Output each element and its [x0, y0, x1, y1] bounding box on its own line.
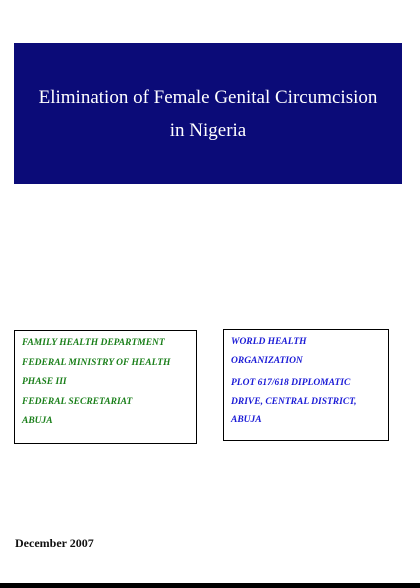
address-line: PHASE III: [22, 377, 67, 387]
address-line: FEDERAL MINISTRY OF HEALTH: [22, 357, 171, 368]
organization-name-line: ORGANIZATION: [231, 355, 303, 366]
publication-date: December 2007: [15, 536, 94, 550]
address-line: FEDERAL SECRETARIAT: [22, 396, 133, 407]
address-line: FAMILY HEALTH DEPARTMENT: [22, 338, 165, 348]
address-line: ABUJA: [22, 416, 53, 426]
organization-name-line: WORLD HEALTH: [231, 337, 307, 347]
who-address-box: [223, 329, 389, 441]
document-title-line-1: Elimination of Female Genital Circumcision: [38, 86, 378, 108]
federal-ministry-address-box: [14, 330, 197, 444]
title-banner: [14, 43, 402, 184]
document-title-line-2: in Nigeria: [169, 119, 247, 141]
bottom-border-rule: [0, 583, 420, 588]
street-address-line: PLOT 617/618 DIPLOMATIC: [231, 378, 351, 388]
street-address-line: ABUJA: [231, 415, 262, 425]
street-address-line: DRIVE, CENTRAL DISTRICT,: [231, 396, 357, 407]
